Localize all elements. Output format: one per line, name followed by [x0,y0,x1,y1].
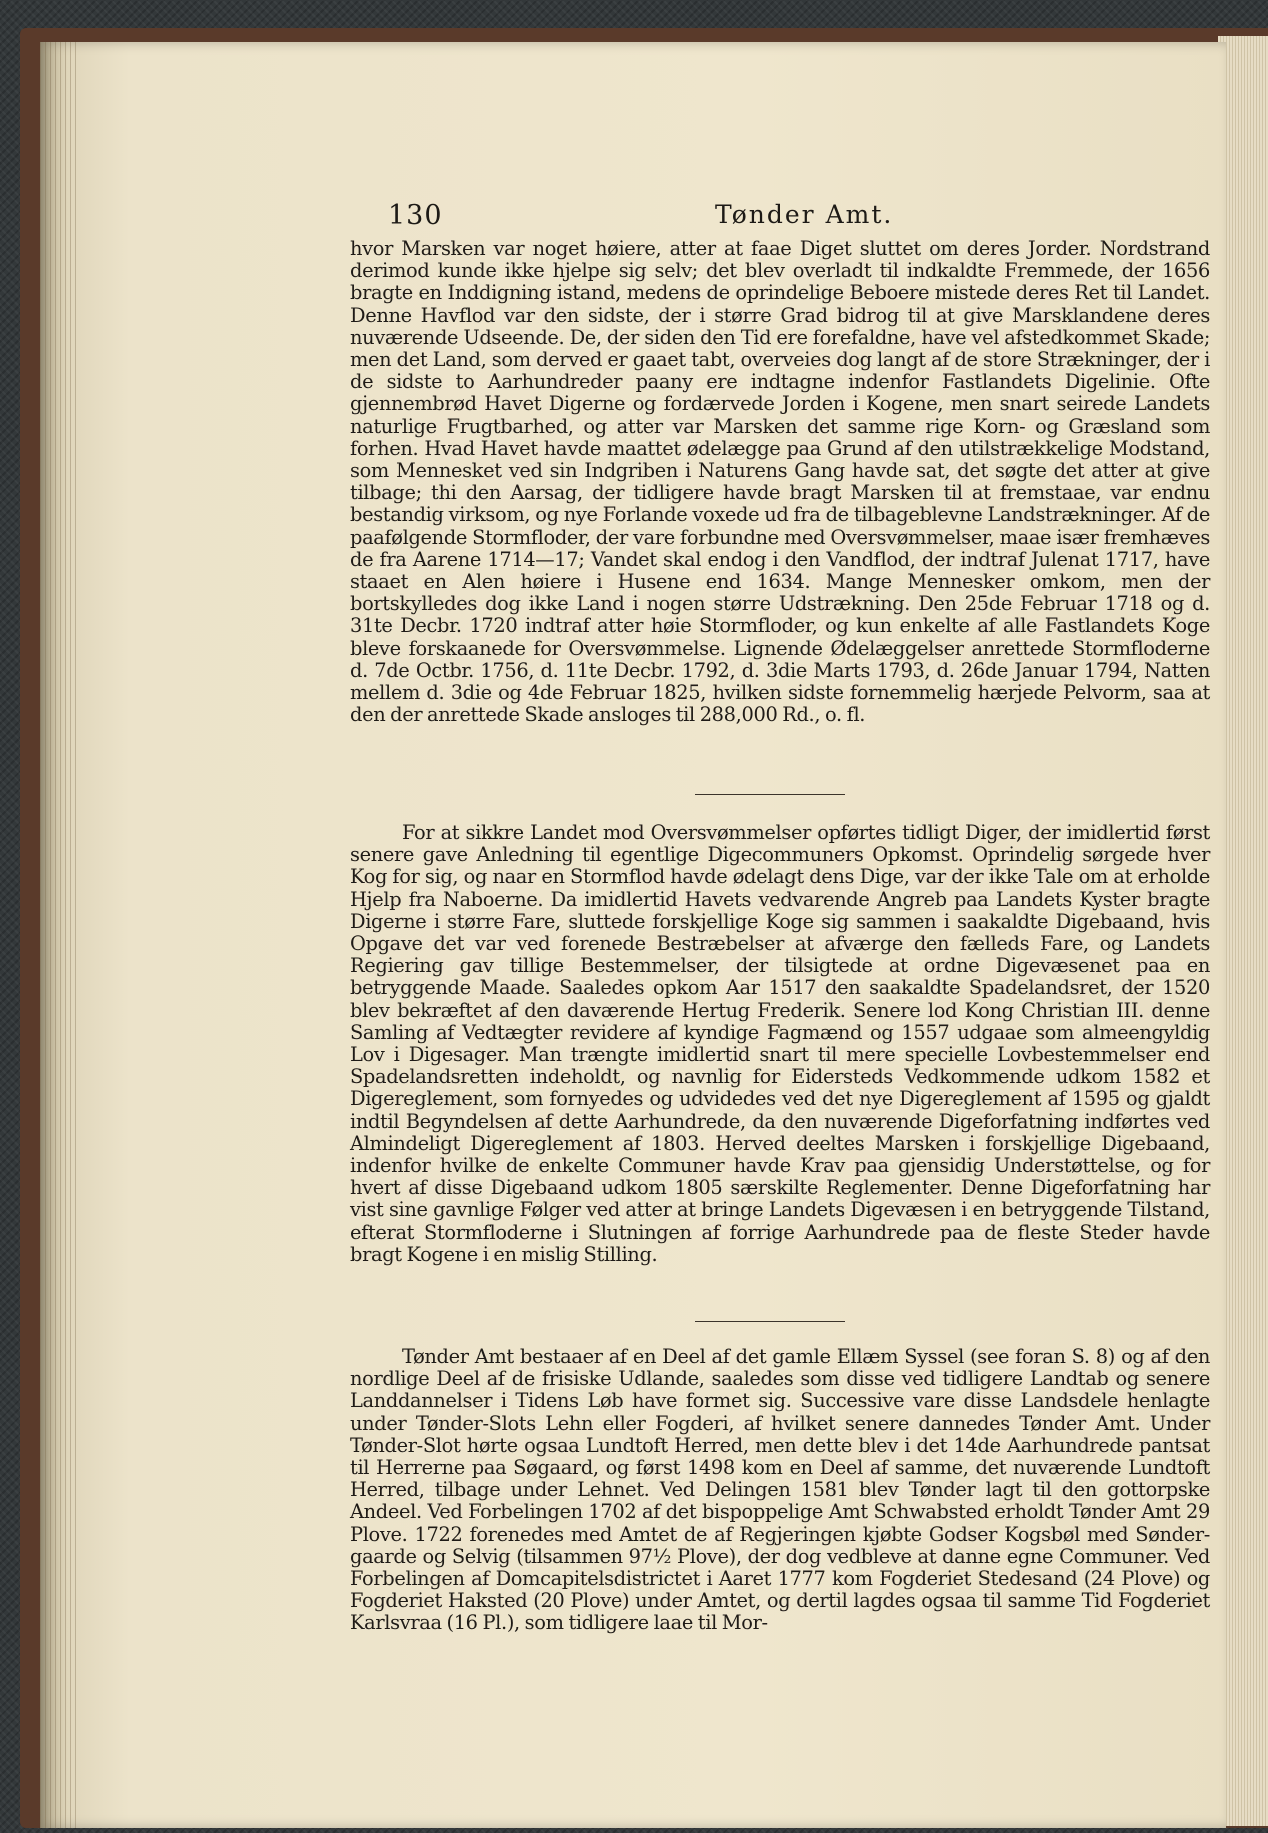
running-title: Tønder Amt. [715,200,894,229]
book-page [40,42,1226,1828]
section-divider [695,1321,845,1322]
paragraph-3: Tønder Amt bestaaer af en Deel af det gamle Ellæm Syssel (see foran S. 8) og af den nordlige Deel af de frisiske Udlande, saaledes som disse ved tidligere Landtab og senere Landdannelser i Tidens Løb have formet sig. Successive vare disse Landsdele henlagte under Tønder-Slots Lehn eller Fogderi, af hvilket senere dannedes Tønder Amt. Under Tønder-Slot hørte ogsaa Lundtoft Herred, men dette blev i det 14de Aarhundrede pantsat til Herrerne paa Søgaard, og først 1498 kom en Deel af samme, det nuværende Lundtoft Herred, tilbage under Lehnet. Ved Delingen 1581 blev Tønder lagt til den gottorpske Andeel. Ved Forbelingen 1702 af det bispoppelige Amt Schwabsted erholdt Tønder Amt 29 Plove. 1722 forenedes med Amtet de af Regjeringen kjøbte Godser Kogsbøl med Sønder-gaarde og Selvig (tilsammen 97½ Plove), der dog vedbleve at danne egne Communer. Ved Forbelingen af Domcapitelsdistrictet i Aaret 1777 kom Fogderiet Stedesand (24 Plove) og Fogderiet Haksted (20 Plove) under Amtet, og dertil lagdes ogsaa til samme Tid Fogderiet Karlsvraa (16 Pl.), som tidligere laae til Mor- [350,1345,1210,1635]
paragraph-1: hvor Marsken var noget høiere, atter at faae Diget sluttet om deres Jorder. Nordstrand derimod kunde ikke hjelpe sig selv; det blev overladt til indkaldte Fremmede, der 1656 bragte en Inddigning istand, medens de oprindelige Beboere mistede deres Ret til Landet. Denne Havflod var den sidste, der i større Grad bidrog til at give Marsklandene deres nuværende Udseende. De, der siden den Tid ere forefaldne, have vel afstedkommet Skade; men det Land, som derved er gaaet tabt, overveies dog langt af de store Strækninger, der i de sidste to Aarhundreder paany ere indtagne indenfor Fastlandets Digelinie. Ofte gjennembrød Havet Digerne og fordærvede Jorden i Kogene, men snart seirede Landets naturlige Frugtbarhed, og atter var Marsken det samme rige Korn- og Græsland som forhen. Hvad Havet havde maattet ødelægge paa Grund af den utilstrækkelige Modstand, som Mennesket ved sin Indgriben i Naturens Gang havde sat, det søgte det atter at give tilbage; thi den Aarsag, der tidligere havde bragt Marsken til at fremstaae, var endnu bestandig virksom, og nye Forlande voxede ud fra de tilbageblevne Landstrækninger. Af de paafølgende Stormfloder, der vare forbundne med Oversvømmelser, maae især fremhæves de fra Aarene 1714—17; Vandet skal endog i den Vandflod, der indtraf Julenat 1717, have staaet en Alen høiere i Husene end 1634. Mange Mennesker omkom, men der bortskylledes dog ikke Land i nogen større Udstrækning. Den 25de Februar 1718 og d. 31te Decbr. 1720 indtraf atter høie Stormfloder, og kun enkelte af alle Fastlandets Koge bleve forskaanede for Oversvømmelse. Lignende Ødelæggelser anrettede Stormfloderne d. 7de Octbr. 1756, d. 11te Decbr. 1792, d. 3die Marts 1793, d. 26de Januar 1794, Natten mellem d. 3die og 4de Februar 1825, hvilken sidste fornemmelig hærjede Pelvorm, saa at den der anrettede Skade ansloges til 288,000 Rd., o. fl. [350,237,1210,727]
gutter [40,42,80,1828]
page-header [380,190,900,240]
paragraph-2: For at sikkre Landet mod Oversvømmelser opførtes tidligt Diger, der imidlertid først senere gave Anledning til egentlige Digecommuners Opkomst. Oprindelig sørgede hver Kog for sig, og naar en Stormflod havde ødelagt dens Dige, var der ikke Tale om at erholde Hjelp fra Naboerne. Da imidlertid Havets vedvarende Angreb paa Landets Kyster bragte Digerne i større Fare, sluttede forskjellige Koge sig sammen i saakaldte Digebaand, hvis Opgave det var ved forenede Bestræbelser at afværge den fælleds Fare, og Landets Regiering gav tillige Bestemmelser, der tilsigtede at ordne Digevæsenet paa en betryggende Maade. Saaledes opkom Aar 1517 den saakaldte Spadelandsret, der 1520 blev bekræftet af den daværende Hertug Frederik. Senere lod Kong Christian III. denne Samling af Vedtægter revidere af kyndige Fagmænd og 1557 udgaae som almeengyldig Lov i Digesager. Man trængte imidlertid snart til mere specielle Lovbestemmelser end Spadelandsretten indeholdt, og navnlig for Eidersteds Vedkommende udkom 1582 et Digereglement, som fornyedes og udvidedes ved det nye Digereglement af 1595 og gjaldt indtil Begyndelsen af dette Aarhundrede, da den nuværende Digeforfatning indførtes ved Almindeligt Digereglement af 1803. Herved deeltes Marsken i forskjellige Digebaand, indenfor hvilke de enkelte Communer havde Krav paa gjensidig Understøttelse, og for hvert af disse Digebaand udkom 1805 særskilte Reglementer. Denne Digeforfatning har vist sine gavnlige Følger ved atter at bringe Landets Digevæsen i en betryggende Tilstand, efterat Stormfloderne i Slutningen af forrige Aarhundrede paa de fleste Steder havde bragt Kogene i en mislig Stilling. [350,821,1210,1266]
page-number: 130 [388,200,443,231]
section-divider [695,794,845,795]
